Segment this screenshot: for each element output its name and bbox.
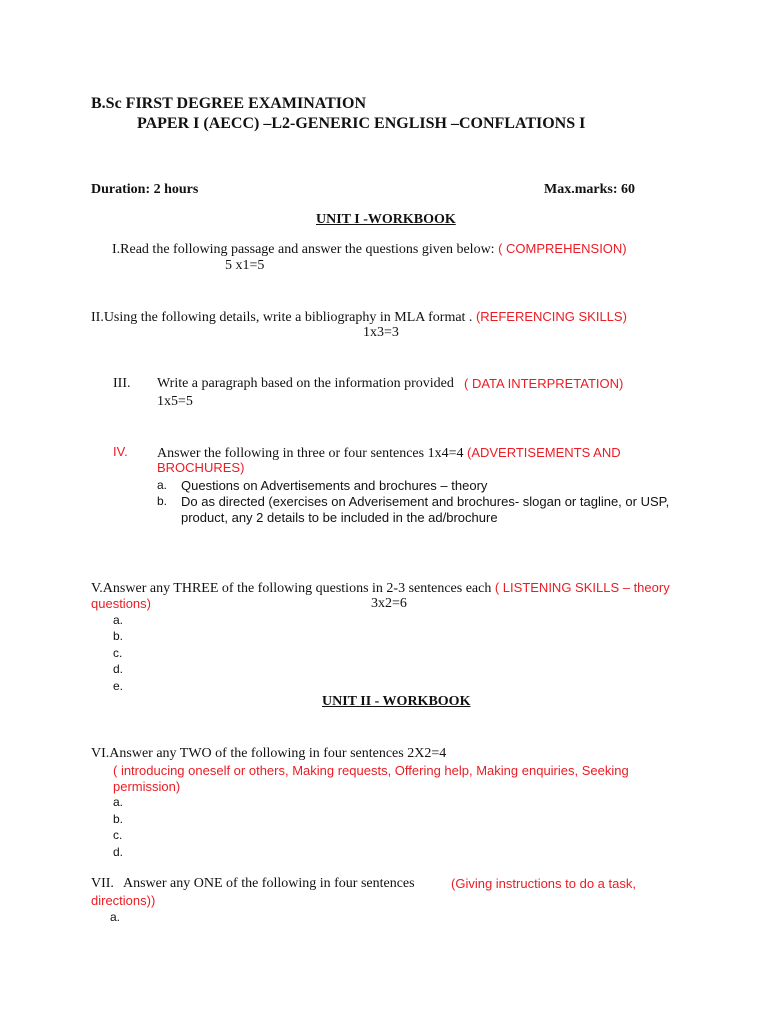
- question-7-text: Answer any ONE of the following in four sentences: [123, 876, 415, 891]
- question-4-number: IV.: [113, 444, 128, 459]
- question-5-tag: ( LISTENING SKILLS – theory: [494, 580, 670, 595]
- unit-1-title: UNIT I -WORKBOOK: [316, 212, 456, 227]
- list-item: d.: [113, 845, 124, 859]
- question-5-marks: 3x2=6: [371, 596, 407, 611]
- question-4-tag-cont: BROCHURES): [157, 460, 245, 475]
- question-6-tag-cont: permission): [113, 779, 181, 794]
- question-7-tag-cont: directions)): [91, 893, 156, 908]
- question-6-text: VI.Answer any TWO of the following in four sentences 2X2=4: [91, 746, 447, 761]
- question-4-item-b-cont: product, any 2 details to be included in the ad/brochure: [181, 510, 498, 525]
- question-5-tag-cont: questions): [91, 596, 151, 611]
- question-4-item-a: Questions on Advertisements and brochures – theory: [181, 478, 488, 493]
- duration: Duration: 2 hours: [91, 182, 199, 197]
- question-1-marks: 5 x1=5: [225, 258, 265, 273]
- question-4-item-a-label: a.: [157, 478, 168, 492]
- list-item: c.: [113, 828, 123, 842]
- question-4-text: Answer the following in three or four sentences 1x4=4: [157, 446, 467, 461]
- list-item: a.: [110, 910, 121, 924]
- max-marks: Max.marks: 60: [544, 182, 635, 197]
- question-6-tag: ( introducing oneself or others, Making requests, Offering help, Making enquiries, Seeking: [113, 763, 629, 778]
- question-4-item-b-label: b.: [157, 494, 168, 508]
- list-item: b.: [113, 812, 124, 826]
- question-3-text: Write a paragraph based on the information provided: [157, 376, 454, 391]
- question-1-text: I.Read the following passage and answer the questions given below:: [112, 242, 499, 257]
- question-4: [157, 445, 621, 461]
- question-7-tag: (Giving instructions to do a task,: [451, 876, 636, 891]
- question-2-tag: (REFERENCING SKILLS): [475, 309, 627, 324]
- question-3-tag: ( DATA INTERPRETATION): [464, 376, 624, 391]
- list-item: c.: [113, 646, 123, 660]
- list-item: d.: [113, 662, 124, 676]
- question-4-item-b: Do as directed (exercises on Adverisement and brochures- slogan or tagline, or USP,: [181, 494, 670, 509]
- question-4-tag: (ADVERTISEMENTS AND: [466, 445, 621, 460]
- list-item: e.: [113, 679, 124, 693]
- unit-2-title: UNIT II - WORKBOOK: [322, 694, 471, 709]
- exam-title: B.Sc FIRST DEGREE EXAMINATION: [91, 95, 367, 112]
- question-2-marks: 1x3=3: [363, 325, 399, 340]
- question-2: [91, 309, 627, 325]
- question-1-tag: ( COMPREHENSION): [498, 241, 627, 256]
- question-3-number: III.: [113, 376, 131, 391]
- question-5: [91, 580, 670, 596]
- question-7-number: VII.: [91, 876, 114, 891]
- question-1: [112, 241, 627, 257]
- paper-title: PAPER I (AECC) –L2-GENERIC ENGLISH –CONFLATIONS I: [137, 115, 586, 132]
- question-2-text: II.Using the following details, write a bibliography in MLA format .: [91, 310, 476, 325]
- list-item: a.: [113, 613, 124, 627]
- list-item: a.: [113, 795, 124, 809]
- list-item: b.: [113, 629, 124, 643]
- question-3-marks: 1x5=5: [157, 394, 193, 409]
- question-5-text: V.Answer any THREE of the following questions in 2-3 sentences each: [91, 581, 495, 596]
